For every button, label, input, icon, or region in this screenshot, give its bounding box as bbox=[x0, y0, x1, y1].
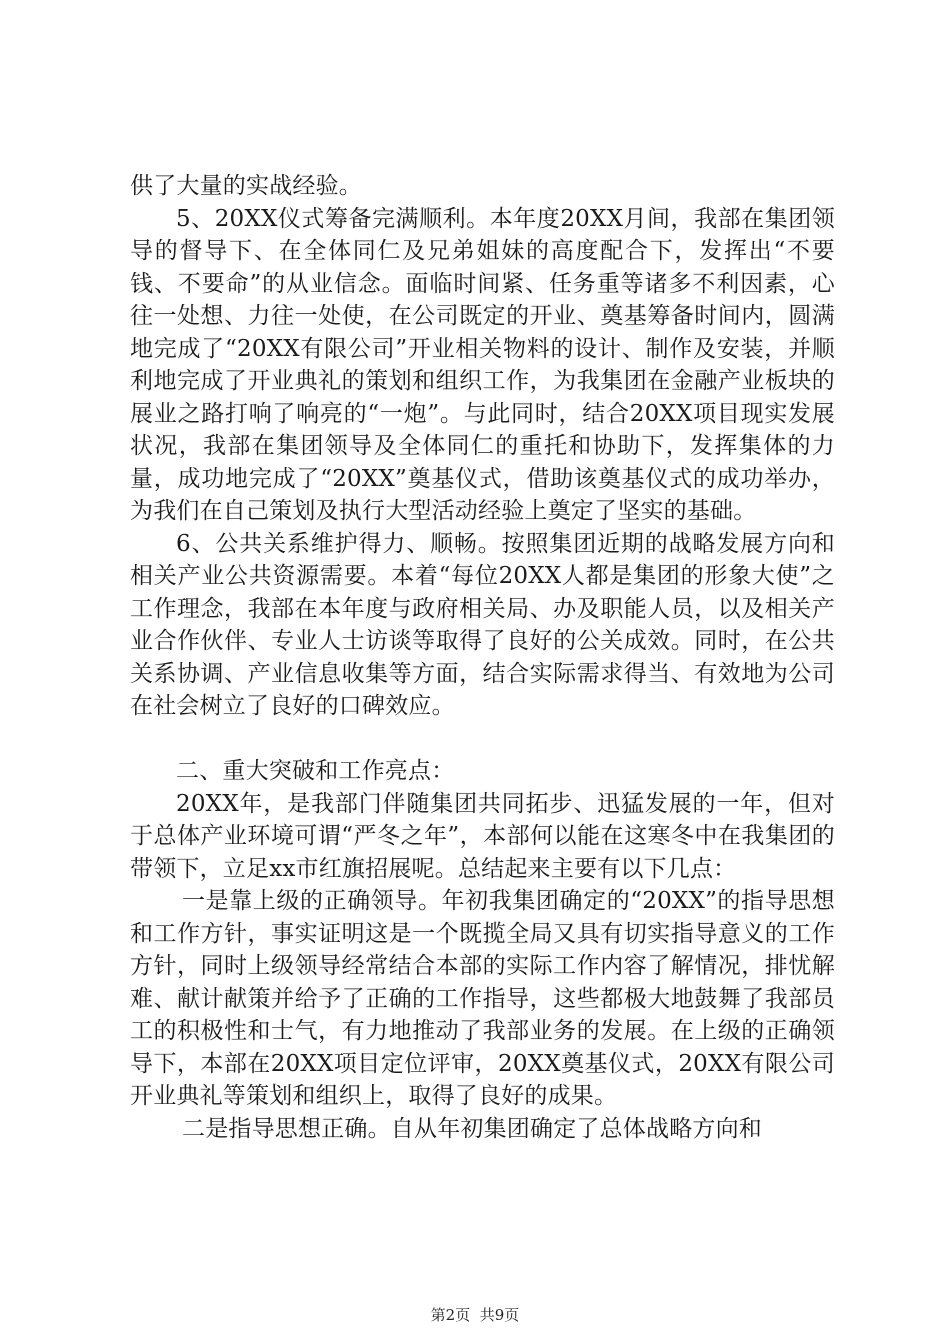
paragraph-continuation: 供了大量的实战经验。 bbox=[130, 173, 362, 199]
section-heading: 二、重大突破和工作亮点： bbox=[176, 758, 455, 784]
paragraph-intro: 20XX年，是我部门伴随集团共同拓步、迅猛发展的一年，但对于总体产业环境可谓“严冬之年”，本部何以能在这寒冬中在我集团的带领下，立足xx市红旗招展呢。总结起来主要有以下几点： bbox=[130, 790, 835, 882]
document-body bbox=[130, 170, 835, 1145]
page-total: 共9页 bbox=[479, 1306, 520, 1324]
paragraph-item-6: 6、公共关系维护得力、顺畅。按照集团近期的战略发展方向和相关产业公共资源需要。本着“每位20XX人都是集团的形象大使”之工作理念，我部在本年度与政府相关局、办及职能人员，以及相关产业合作伙伴、专业人士访谈等取得了良好的公关成效。同时，在公共关系协调、产业信息收集等方面，结合实际需求得当、有效地为公司在社会树立了良好的口碑效应。 bbox=[130, 530, 835, 719]
paragraph-point-1: 一是靠上级的正确领导。年初我集团确定的“20XX”的指导思想和工作方针，事实证明这是一个既揽全局又具有切实指导意义的工作方针，同时上级领导经常结合本部的实际工作内容了解情况，排忧解难、献计献策并给予了正确的工作指导，这些都极大地鼓舞了我部员工的积极性和士气，有力地推动了我部业务的发展。在上级的正确领导下，本部在20XX项目定位评审，20XX奠基仪式，20XX有限公司开业典礼等策划和组织上，取得了良好的成果。 bbox=[130, 888, 835, 1109]
page-number: 第2页 bbox=[430, 1306, 471, 1324]
footer-gap bbox=[470, 1306, 480, 1324]
paragraph-spacer bbox=[130, 723, 835, 756]
paragraph-item-5: 5、20XX仪式筹备完满顺利。本年度20XX月间，我部在集团领导的督导下、在全体同仁及兄弟姐妹的高度配合下，发挥出“不要钱、不要命”的从业信念。面临时间紧、任务重等诸多不利因素，心往一处想、力往一处使，在公司既定的开业、奠基筹备时间内，圆满地完成了“20XX有限公司”开业相关物料的设计、制作及安装，并顺利地完成了开业典礼的策划和组织工作，为我集团在金融产业板块的展业之路打响了响亮的“一炮”。与此同时，结合20XX项目现实发展状况，我部在集团领导及全体同仁的重托和协助下，发挥集体的力量，成功地完成了“20XX”奠基仪式，借助该奠基仪式的成功举办，为我们在自己策划及执行大型活动经验上奠定了坚实的基础。 bbox=[130, 205, 835, 524]
paragraph-point-2: 二是指导思想正确。自从年初集团确定了总体战略方向和 bbox=[182, 1115, 762, 1142]
page-footer bbox=[0, 1304, 950, 1325]
